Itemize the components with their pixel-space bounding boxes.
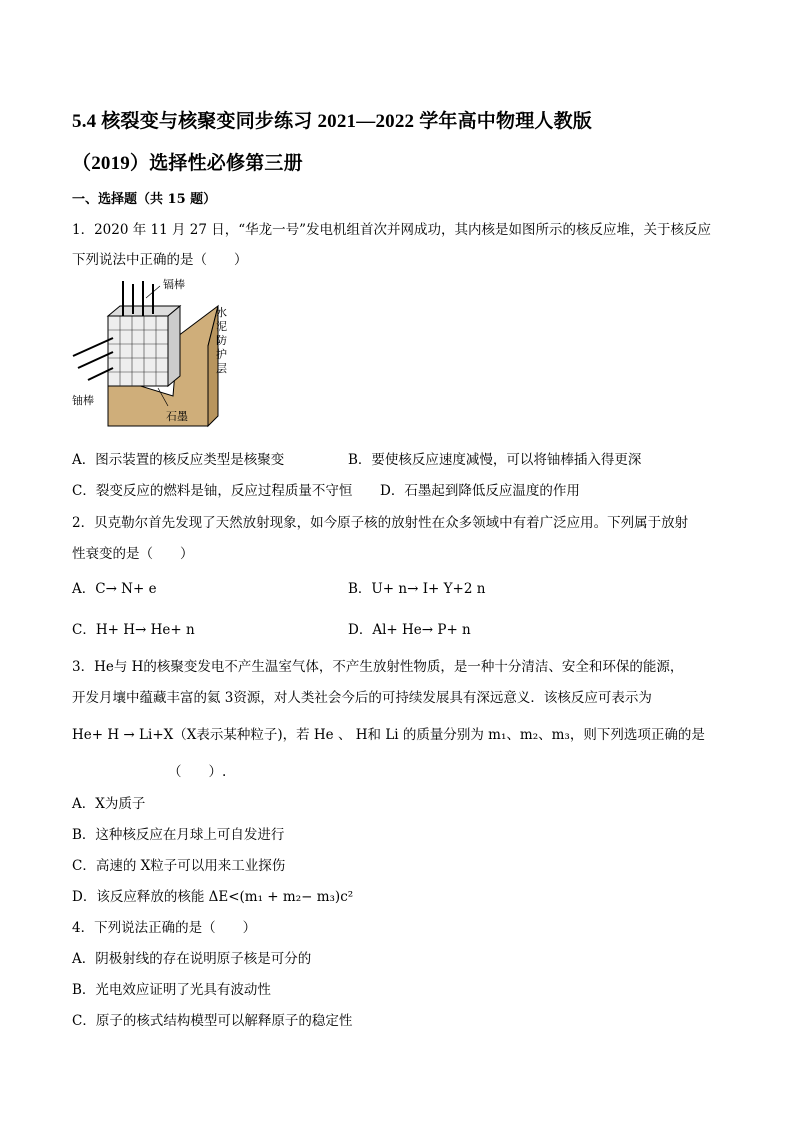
q1-stem-line1: 1．2020 年 11 月 27 日，“华龙一号”发电机组首次并网成功，其内核是如图所示的核反应堆，关于核反应 bbox=[72, 222, 712, 238]
reactor-figure bbox=[68, 276, 248, 436]
q3-stem-line2: 开发月壤中蕴藏丰富的氦 3资源，对人类社会今后的可持续发展具有深远意义．该核反应可表示为 bbox=[72, 690, 652, 706]
fig-label-ceng: 层 bbox=[216, 362, 227, 375]
section-heading: 一、选择题（共 15 题） bbox=[72, 192, 217, 207]
fig-label-cadmium: 镉棒 bbox=[163, 278, 185, 291]
q2-option-d bbox=[348, 618, 471, 638]
q2-stem-line1: 2．贝克勒尔首先发现了天然放射现象，如今原子核的放射性在众多领域中有着广泛应用。下列属于放射 bbox=[72, 515, 689, 531]
q3-stem-line3: He+ H → Li+X（X表示某种粒子)，若 He 、 H和 Li 的质量分别为 m₁、m₂、m₃，则下列选项正确的是 bbox=[72, 727, 705, 743]
q2-option-d-formula: Al+ He→ P+ n bbox=[372, 622, 471, 638]
q2-option-a-formula: C→ N+ e bbox=[95, 581, 157, 597]
q2-option-b bbox=[348, 577, 485, 597]
q4-option-a: A．阴极射线的存在说明原子核是可分的 bbox=[72, 951, 312, 967]
q1-stem-line2: 下列说法中正确的是（ ） bbox=[72, 252, 248, 268]
q1-option-a: A．图示装置的核反应类型是核聚变 bbox=[72, 452, 285, 468]
q2-option-c-formula: H+ H→ He+ n bbox=[95, 622, 195, 638]
q2-option-c-label: C． bbox=[72, 622, 96, 638]
q2-option-a bbox=[72, 577, 157, 597]
q2-stem-line2: 性衰变的是（ ） bbox=[72, 546, 194, 562]
q3-option-d: D．该反应释放的核能 ΔE<(m₁ + m₂− m₃)c² bbox=[72, 889, 354, 905]
q1-option-b: B．要使核反应速度减慢，可以将铀棒插入得更深 bbox=[348, 452, 642, 468]
page-title-line2: （2019）选择性必修第三册 bbox=[72, 153, 303, 174]
q2-option-b-formula: U+ n→ I+ Y+2 n bbox=[371, 581, 486, 597]
q3-option-b: B．这种核反应在月球上可自发进行 bbox=[72, 827, 285, 843]
fig-label-shui: 水 bbox=[216, 306, 227, 319]
q3-stem-line4: （ ）. bbox=[168, 764, 227, 780]
q1-option-c: C．裂变反应的燃料是铀，反应过程质量不守恒 bbox=[72, 483, 353, 499]
fig-label-uranium: 铀棒 bbox=[72, 394, 94, 407]
fig-label-fang: 防 bbox=[216, 334, 227, 347]
q3-option-c: C．高速的 X粒子可以用来工业探伤 bbox=[72, 858, 286, 874]
q3-option-a: A．X为质子 bbox=[72, 796, 146, 812]
q2-option-d-label: D． bbox=[348, 622, 373, 638]
fig-label-hu: 护 bbox=[216, 348, 227, 361]
fig-label-ni: 泥 bbox=[216, 320, 227, 333]
page-title-line1: 5.4 核裂变与核聚变同步练习 2021—2022 学年高中物理人教版 bbox=[72, 111, 593, 132]
q4-option-b: B．光电效应证明了光具有波动性 bbox=[72, 982, 271, 998]
q4-option-c: C．原子的核式结构模型可以解释原子的稳定性 bbox=[72, 1013, 353, 1029]
q2-option-b-label: B． bbox=[348, 581, 372, 597]
q4-stem: 4．下列说法正确的是（ ） bbox=[72, 920, 257, 936]
q2-option-c bbox=[72, 618, 195, 638]
fig-label-graphite: 石墨 bbox=[166, 410, 188, 423]
q1-option-d: D．石墨起到降低反应温度的作用 bbox=[380, 483, 580, 499]
q3-stem-line1: 3．He与 H的核聚变发电不产生温室气体，不产生放射性物质，是一种十分清洁、安全和环保的能源， bbox=[72, 659, 684, 675]
q2-option-a-label: A． bbox=[72, 581, 96, 597]
